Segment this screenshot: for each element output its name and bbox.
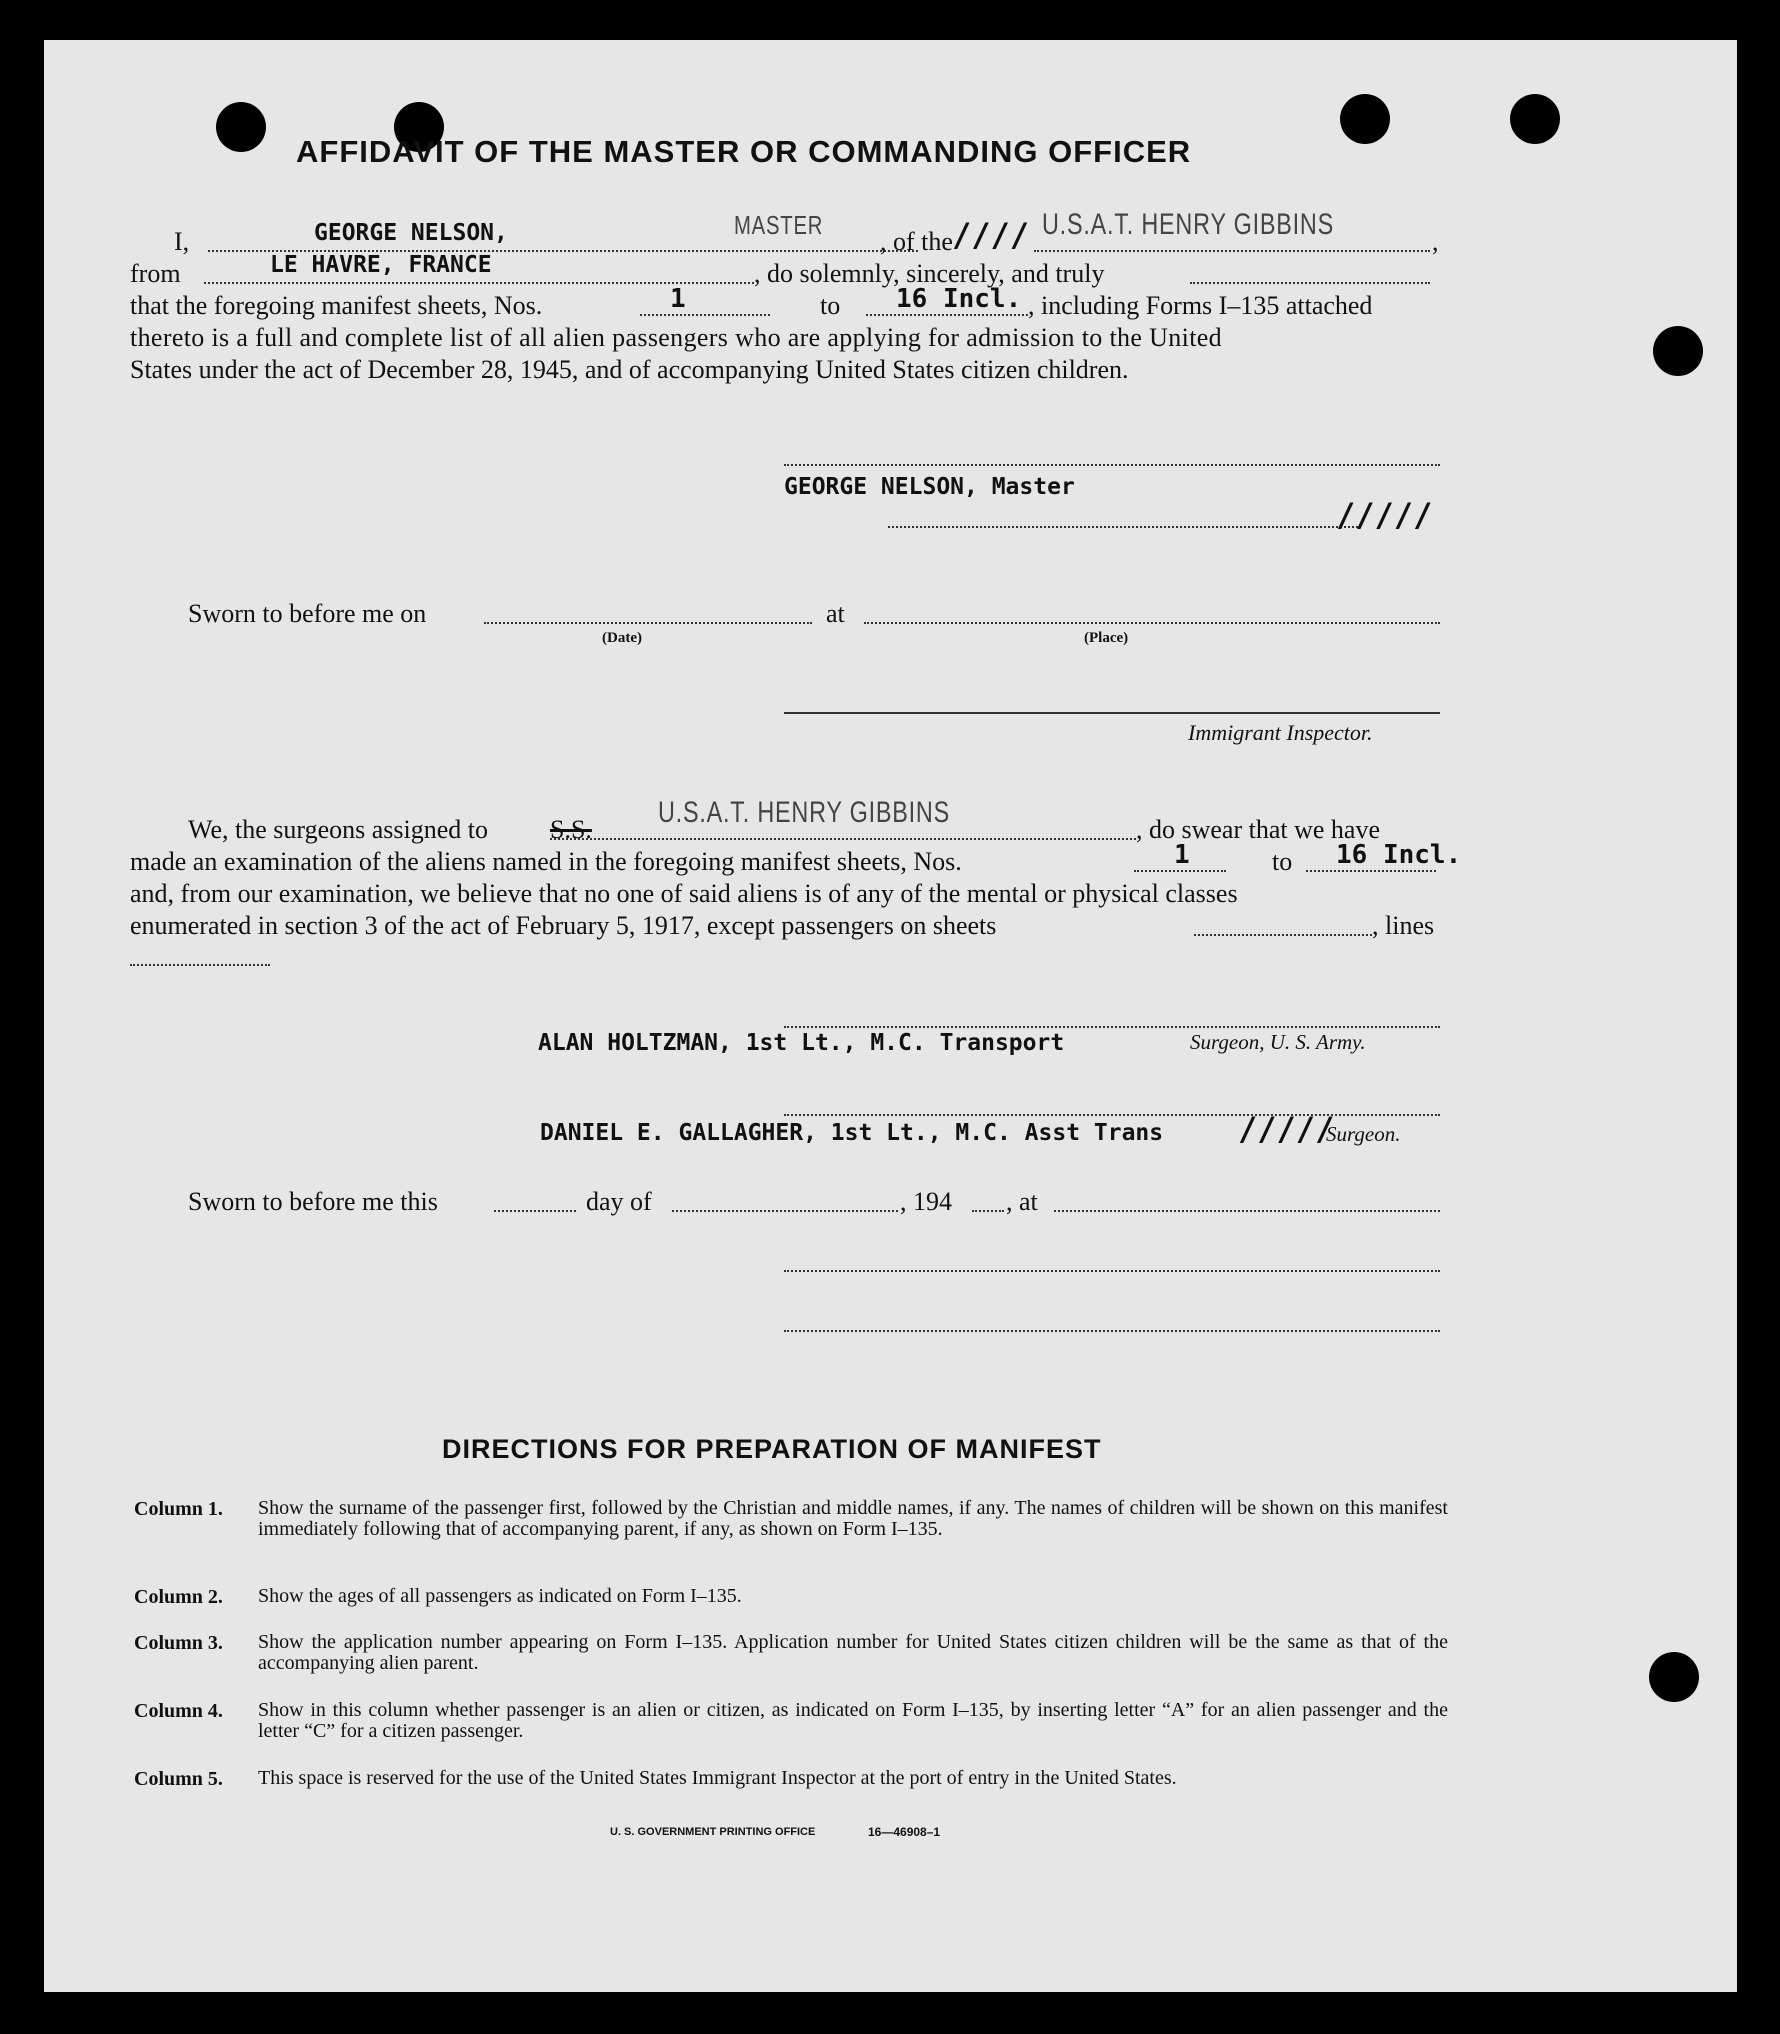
at2-label: , at — [1006, 1187, 1038, 1216]
vessel-field-line — [1034, 250, 1430, 252]
surgeon1-name: ALAN HOLTZMAN, 1st Lt., M.C. Transport — [538, 1030, 1065, 1056]
of-the-label: , of the — [880, 227, 953, 256]
exam-sheet-from-line — [1134, 870, 1226, 872]
surgeon-vessel-line — [550, 838, 1136, 840]
column-2-text: Show the ages of all passengers as indicated on Form I–135. — [258, 1585, 742, 1607]
lines-label: , lines — [1372, 911, 1435, 940]
day-field-line — [494, 1210, 576, 1212]
surgeons-line-3: and, from our examination, we believe that no one of said aliens is of any of the mental or physical classes — [130, 879, 1238, 908]
place-caption: (Place) — [1084, 630, 1129, 646]
column-4-text: Show in this column whether passenger is an alien or citizen, as indicated on Form I–135, by inserting letter “A” for an alien passenger and the letter “C” for a citizen passenger. — [258, 1699, 1448, 1742]
to-label: to — [820, 291, 841, 320]
master-signature: GEORGE NELSON, Master — [784, 474, 1075, 500]
exam-sheet-to-line — [1306, 870, 1436, 872]
column-5-label: Column 5. — [134, 1768, 223, 1790]
printer-imprint: U. S. GOVERNMENT PRINTING OFFICE — [610, 1826, 816, 1838]
surgeons-line-4: enumerated in section 3 of the act of February 5, 1917, except passengers on sheets — [130, 911, 997, 940]
column-1-label: Column 1. — [134, 1498, 223, 1520]
punch-hole — [216, 102, 266, 152]
i-label: I, — [174, 227, 190, 256]
directions-title: DIRECTIONS FOR PREPARATION OF MANIFEST — [442, 1434, 1102, 1464]
affidavit-line-5: States under the act of December 28, 1945, and of accompanying United States citizen children. — [130, 355, 1129, 384]
master-name: GEORGE NELSON, — [314, 220, 508, 246]
surgeon1-signature-line — [784, 1026, 1440, 1028]
officer-signature-line — [784, 1270, 1440, 1272]
page-title: AFFIDAVIT OF THE MASTER OR COMMANDING OFFICER — [296, 134, 1192, 169]
surgeons-text: We, the surgeons assigned to — [188, 815, 488, 844]
comma: , — [1432, 227, 1439, 256]
surgeon2-name: DANIEL E. GALLAGHER, 1st Lt., M.C. Asst Trans — [540, 1120, 1164, 1146]
exam-sheet-to: 16 Incl. — [1336, 840, 1462, 870]
exam-sheet-from: 1 — [1174, 840, 1190, 870]
year-label: , 194 — [900, 1187, 952, 1216]
inspector-signature-line — [784, 712, 1440, 714]
column-3-label: Column 3. — [134, 1632, 223, 1654]
column-4-label: Column 4. — [134, 1700, 223, 1722]
punch-hole — [1653, 326, 1703, 376]
day-of-label: day of — [586, 1187, 652, 1216]
title-strikeout: ///// — [1336, 496, 1433, 534]
date-field-line — [484, 622, 812, 624]
surgeon2-signature-line — [784, 1114, 1440, 1116]
from-label: from — [130, 259, 181, 288]
signature-line — [784, 464, 1440, 466]
sheet-from: 1 — [670, 284, 686, 314]
sworn2-label: Sworn to before me this — [188, 1187, 438, 1216]
forms-text: , including Forms I–135 attached — [1028, 291, 1373, 320]
sheet-to: 16 Incl. — [896, 284, 1022, 314]
column-3-text: Show the application number appearing on Form I–135. Application number for United States citizen children will be the same as that of the accompanying alien parent. — [258, 1631, 1448, 1674]
surgeon1-title: Surgeon, U. S. Army. — [1190, 1030, 1366, 1054]
place-field-line — [864, 622, 1440, 624]
affidavit-line-4: thereto is a full and complete list of all alien passengers who are applying for admission to the United — [130, 323, 1223, 352]
rank-stamp: MASTER — [734, 210, 824, 240]
swear-text: , do swear that we have — [1136, 815, 1381, 844]
sheets-exception-line — [1194, 934, 1372, 936]
exam-text: made an examination of the aliens named in the foregoing manifest sheets, Nos. — [130, 847, 962, 876]
surgeon2-title: Surgeon. — [1326, 1122, 1401, 1146]
date-caption: (Date) — [602, 630, 642, 646]
sheet-to-line — [866, 314, 1028, 316]
punch-hole — [1340, 94, 1390, 144]
lines-exception-line — [130, 964, 270, 966]
sheets-text: that the foregoing manifest sheets, Nos. — [130, 291, 543, 320]
blank-field-line — [1190, 282, 1430, 284]
vessel-stamp: U.S.A.T. HENRY GIBBINS — [1042, 208, 1334, 241]
inspector-caption: Immigrant Inspector. — [1188, 720, 1373, 745]
surgeon-vessel-stamp: U.S.A.T. HENRY GIBBINS — [658, 796, 950, 829]
vessel-strikeout: //// — [952, 216, 1030, 254]
column-1-text: Show the surname of the passenger first, followed by the Christian and middle names, if any. The names of children will be shown on this manifest immediately following that of accompanying parent, if any, as shown on Form I–135. — [258, 1497, 1448, 1540]
punch-hole — [1510, 94, 1560, 144]
solemn-text: , do solemnly, sincerely, and truly — [754, 259, 1105, 288]
surgeon2-strikeout: ///// — [1238, 1110, 1335, 1148]
sworn-label: Sworn to before me on — [188, 599, 427, 628]
column-5-text: This space is reserved for the use of the United States Immigrant Inspector at the port of entry in the United States. — [258, 1767, 1177, 1789]
year-field-line — [972, 1210, 1004, 1212]
struck-prefix: S.S. — [550, 815, 592, 844]
officer-title-line — [784, 1330, 1440, 1332]
title-line — [888, 526, 1358, 528]
place2-field-line — [1054, 1210, 1440, 1212]
document-page — [44, 40, 1737, 1992]
form-number: 16—46908–1 — [868, 1825, 941, 1839]
column-2-label: Column 2. — [134, 1586, 223, 1608]
sheet-from-line — [640, 314, 770, 316]
at-label: at — [826, 599, 845, 628]
month-field-line — [672, 1210, 898, 1212]
exam-to-label: to — [1272, 847, 1293, 876]
departure-port: LE HAVRE, FRANCE — [270, 252, 492, 278]
punch-hole — [1649, 1652, 1699, 1702]
